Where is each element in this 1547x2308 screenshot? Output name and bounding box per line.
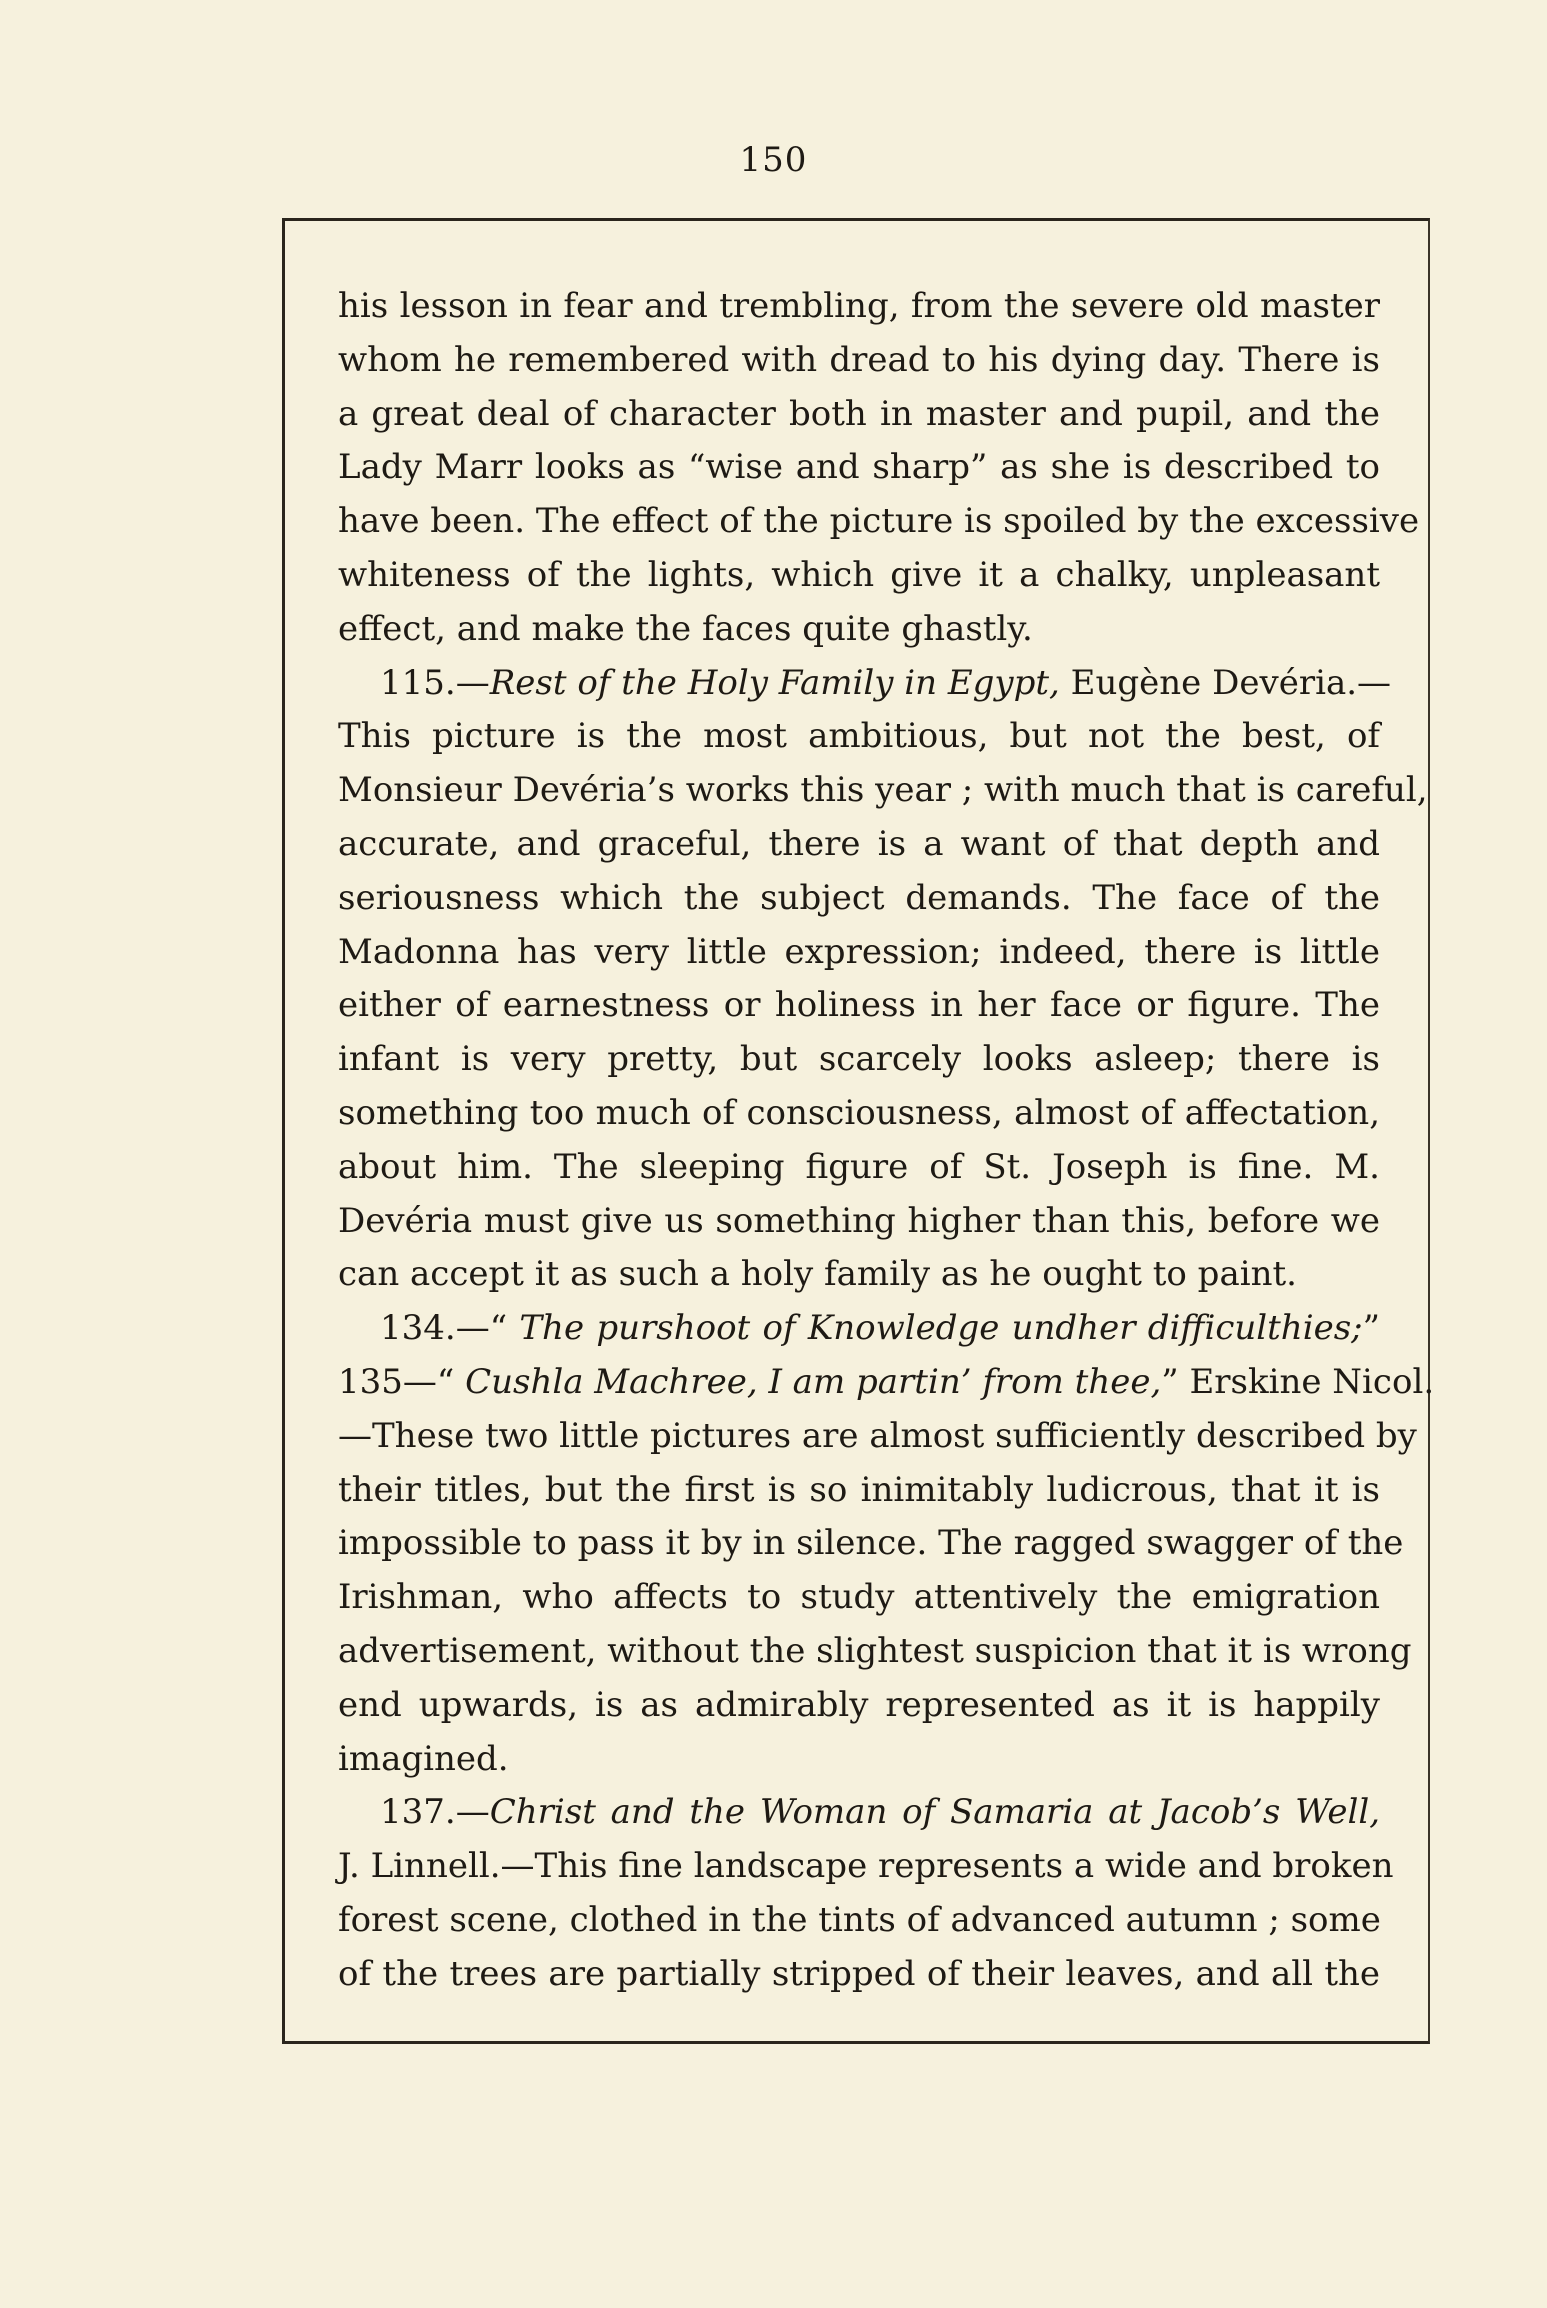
text-run: whom he remembered with dread to his dying day. There is [338, 339, 1380, 380]
text-line [338, 280, 1380, 334]
text-line [338, 495, 1420, 549]
text-line [338, 1625, 1412, 1679]
text-line [338, 1248, 1380, 1302]
text-run: infant is very pretty, but scarcely looks asleep; there is [338, 1039, 1380, 1080]
text-line [338, 1356, 1435, 1410]
text-line [338, 1840, 1394, 1894]
text-line [338, 818, 1380, 872]
text-line [338, 710, 1380, 764]
text-line [338, 926, 1380, 980]
text-run: This picture is the most ambitious, but not the best, of [338, 716, 1380, 757]
page-number: 150 [739, 140, 808, 180]
text-line [338, 388, 1380, 442]
text-run: Eugène Devéria.— [1059, 662, 1392, 703]
text-run: advertisement, without the slightest suspicion that it is wrong [338, 1630, 1412, 1671]
text-run: whiteness of the lights, which give it a chalky, unpleasant [338, 554, 1380, 595]
text-run: —These two little pictures are almost sufficiently described by [338, 1415, 1417, 1456]
italic-title: Christ and the Woman of Samaria at Jacob’s Well, [489, 1792, 1380, 1833]
text-run: ” Erskine Nicol. [1161, 1361, 1435, 1402]
text-run: 135—“ [338, 1361, 466, 1402]
text-run: Lady Marr looks as “wise and sharp” as she is described to [338, 447, 1380, 488]
italic-title: Cushla Machree, I am partin’ from thee, [465, 1361, 1162, 1402]
text-run: Irishman, who affects to study attentively the emigration [338, 1577, 1380, 1618]
text-run: Devéria must give us something higher than this, before we [338, 1200, 1380, 1241]
text-line [338, 1195, 1380, 1249]
text-line [338, 657, 1392, 711]
italic-title: Rest of the Holy Family in Egypt, [489, 662, 1060, 703]
text-line [338, 872, 1380, 926]
text-run: imagined. [338, 1738, 509, 1779]
text-line [338, 1786, 1380, 1840]
text-run: of the trees are partially stripped of their leaves, and all the [338, 1953, 1380, 1994]
text-line [338, 1033, 1380, 1087]
text-line [338, 334, 1380, 388]
text-line [338, 1679, 1380, 1733]
text-run: Monsieur Devéria’s works this year ; with much that is careful, [338, 770, 1428, 811]
text-run: can accept it as such a holy family as he ought to paint. [338, 1254, 1297, 1295]
text-line [338, 1087, 1380, 1141]
text-run: impossible to pass it by in silence. The ragged swagger of the [338, 1523, 1404, 1564]
text-run: about him. The sleeping figure of St. Joseph is fine. M. [338, 1146, 1380, 1187]
text-run: have been. The effect of the picture is spoiled by the excessive [338, 501, 1420, 542]
text-line [338, 1733, 1380, 1787]
text-run: ” [1362, 1308, 1380, 1349]
text-line [338, 764, 1428, 818]
text-line [338, 1464, 1380, 1518]
text-run: end upwards, is as admirably represented as it is happily [338, 1684, 1380, 1725]
text-line [338, 1302, 1380, 1356]
text-run: his lesson in fear and trembling, from the severe old master [338, 286, 1380, 326]
text-line [338, 1894, 1380, 1948]
text-line [338, 1517, 1404, 1571]
text-line [338, 441, 1380, 495]
text-run: their titles, but the first is so inimitably ludicrous, that it is [338, 1469, 1380, 1510]
italic-title: The purshoot of Knowledge undher difficulthies; [519, 1308, 1363, 1349]
text-run: either of earnestness or holiness in her face or figure. The [338, 985, 1380, 1026]
text-line [338, 1410, 1417, 1464]
text-line [338, 1948, 1380, 2002]
text-line [338, 1571, 1380, 1625]
text-run: Madonna has very little expression; indeed, there is little [338, 931, 1380, 972]
text-run: 134.—“ [380, 1308, 520, 1349]
text-run: a great deal of character both in master and pupil, and the [338, 393, 1380, 434]
text-run: J. Linnell.—This fine landscape represents a wide and broken [338, 1846, 1394, 1887]
text-run: 137.— [380, 1792, 490, 1833]
text-line [338, 603, 1380, 657]
text-run: accurate, and graceful, there is a want of that depth and [338, 823, 1380, 864]
text-run: forest scene, clothed in the tints of advanced autumn ; some [338, 1899, 1381, 1940]
text-run: 115.— [380, 662, 490, 703]
text-line [338, 1141, 1380, 1195]
text-line [338, 979, 1380, 1033]
text-run: seriousness which the subject demands. The face of the [338, 877, 1380, 918]
text-run: something too much of consciousness, almost of affectation, [338, 1092, 1380, 1133]
text-run: effect, and make the faces quite ghastly. [338, 608, 1033, 649]
body-text [338, 280, 1435, 2002]
text-line [338, 549, 1380, 603]
